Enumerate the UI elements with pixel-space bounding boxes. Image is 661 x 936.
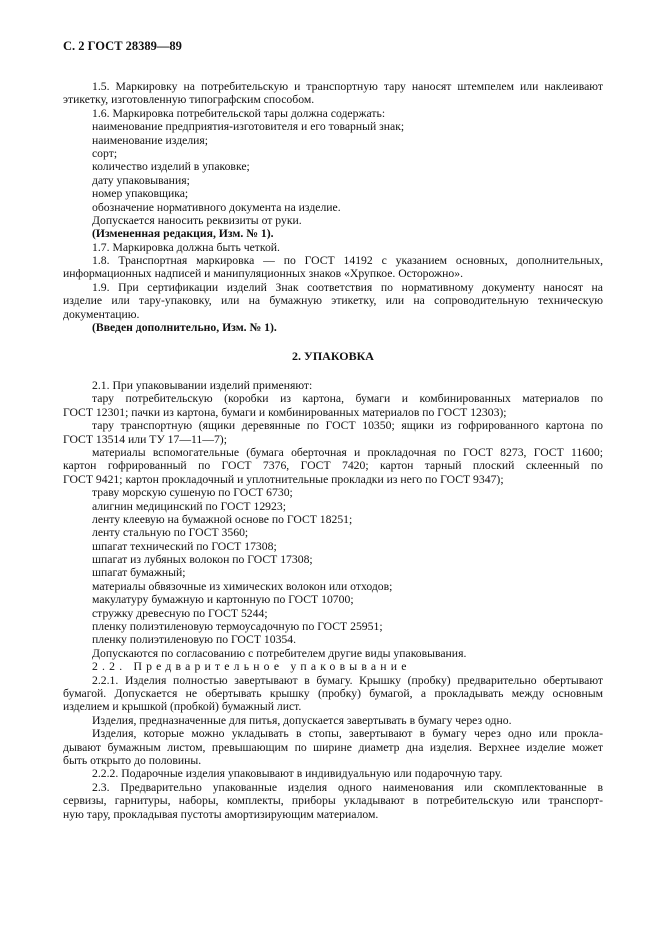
paragraph [63, 633, 603, 646]
paragraph [63, 446, 603, 486]
paragraph [63, 379, 603, 392]
paragraph [63, 187, 603, 200]
text-line: траву морскую сушеную по ГОСТ 6730; [92, 486, 293, 500]
paragraph [63, 781, 603, 821]
text-line: ГОСТ 9421; картон прокладочный и уплотнительные прокладки из него по ГОСТ 9347); [63, 472, 504, 486]
text-line: обозначение нормативного документа на изделие. [92, 200, 341, 214]
text-line: ГОСТ 13514 или ТУ 17—11—7); [63, 432, 227, 446]
paragraph [63, 526, 603, 539]
paragraph [63, 767, 603, 780]
text-line: 1.6. Маркировка потребительской тары должна содержать: [92, 106, 386, 120]
paragraph [63, 134, 603, 147]
text-line: Допускается наносить реквизиты от руки. [92, 213, 302, 227]
paragraph [63, 540, 603, 553]
text-line: ленту клеевую на бумажной основе по ГОСТ 18251; [92, 512, 353, 526]
text-line: этикетку, изготовленную типографским способом. [63, 93, 315, 107]
text-line: Допускаются по согласованию с потребителем другие виды упаковывания. [92, 646, 467, 660]
text-line: шпагат бумажный; [92, 566, 186, 580]
paragraph [63, 160, 603, 173]
paragraph [63, 120, 603, 133]
text-line: изделием и крышкой (пробкой) бумажный лист. [63, 700, 302, 714]
paragraph [63, 281, 603, 321]
paragraph [63, 500, 603, 513]
paragraph [63, 486, 603, 499]
text-line: изделие или тару-упаковку, или на бумажную этикетку, или на сопроводительную техническую [63, 294, 603, 308]
paragraph [63, 174, 603, 187]
page-header: С. 2 ГОСТ 28389—89 [63, 39, 182, 53]
paragraph [63, 593, 603, 606]
section-title-packaging: 2. УПАКОВКА [292, 349, 374, 363]
paragraph [63, 674, 603, 714]
text-line: (Введен дополнительно, Изм. № 1). [92, 321, 277, 335]
text-line: стружку древесную по ГОСТ 5244; [92, 606, 268, 620]
paragraph [63, 513, 603, 526]
text-line: количество изделий в упаковке; [92, 160, 250, 174]
text-line: 1.5. Маркировку на потребительскую и транспортную тару наносят штемпелем или наклеивают [92, 80, 603, 93]
text-line: (Измененная редакция, Изм. № 1). [92, 227, 274, 241]
paragraph [63, 566, 603, 579]
paragraph [63, 80, 603, 107]
paragraph [63, 201, 603, 214]
text-line: 1.7. Маркировка должна быть четкой. [92, 240, 280, 254]
section-marking [63, 80, 603, 334]
text-line: картон гофрированный по ГОСТ 7376, ГОСТ 7420; картон тарный плоский склеенный по [63, 459, 603, 473]
paragraph [63, 727, 603, 767]
text-line: номер упаковщика; [92, 187, 189, 201]
text-line: тару транспортную (ящики деревянные по ГОСТ 10350; ящики из гофрированного картона по [92, 419, 603, 433]
text-line: наименование предприятия-изготовителя и его товарный знак; [92, 120, 405, 134]
text-line: материалы вспомогательные (бумага оберточная и прокладочная по ГОСТ 8273, ГОСТ 11600; [92, 445, 603, 459]
text-line: пленку полиэтиленовую по ГОСТ 10354. [92, 633, 297, 647]
paragraph [63, 321, 603, 334]
text-line: 1.9. При сертификации изделий Знак соответствия по нормативному документу наносят на [92, 280, 603, 294]
text-line: 2.3. Предварительно упакованные изделия одного наименования или скомплектованные в [92, 780, 603, 794]
text-line: 2.2.2. Подарочные изделия упаковывают в индивидуальную или подарочную тару. [92, 767, 503, 781]
paragraph [63, 660, 603, 673]
paragraph [63, 227, 603, 240]
paragraph [63, 214, 603, 227]
text-line: Изделия, которые можно укладывать в стопы, завертывают в бумагу через одно или прокла- [92, 727, 603, 741]
text-line: наименование изделия; [92, 133, 209, 147]
text-line: Изделия, предназначенные для питья, допускается завертывать в бумагу через одно. [92, 713, 512, 727]
paragraph [63, 553, 603, 566]
paragraph [63, 392, 603, 419]
text-line: информационных надписей и манипуляционных знаков «Хрупкое. Осторожно». [63, 267, 463, 281]
paragraph [63, 580, 603, 593]
text-line: шпагат технический по ГОСТ 17308; [92, 539, 277, 553]
paragraph [63, 647, 603, 660]
text-line: материалы обвязочные из химических волокон или отходов; [92, 579, 393, 593]
text-line: сервизы, гарнитуры, наборы, комплекты, приборы укладывают в потребительскую или транспорт- [63, 794, 603, 808]
text-line: 2.1. При упаковывании изделий применяют: [92, 379, 313, 392]
text-line: 2.2.1. Изделия полностью завертывают в бумагу. Крышку (пробку) предварительно обертывают [92, 673, 603, 687]
paragraph [63, 107, 603, 120]
text-line: алигнин медицинский по ГОСТ 12923; [92, 499, 286, 513]
paragraph [63, 147, 603, 160]
text-line: шпагат из лубяных волокон по ГОСТ 17308; [92, 553, 313, 567]
text-line: сорт; [92, 146, 118, 160]
paragraph [63, 620, 603, 633]
text-line: дывают бумажным листом, превышающим по ширине диаметр дна изделия. Верхнее изделие может [63, 740, 603, 754]
text-line: ленту стальную по ГОСТ 3560; [92, 526, 249, 540]
text-line: макулатуру бумажную и картонную по ГОСТ 10700; [92, 593, 354, 607]
text-line: ную тару, прокладывая пустоты амортизирующим материалом. [63, 807, 379, 821]
text-line: тару потребительскую (коробки из картона, бумаги и комбинированных материалов по [92, 392, 603, 406]
paragraph [63, 714, 603, 727]
text-line: 2.2. Предварительное упаковывание [92, 660, 411, 674]
text-line: дату упаковывания; [92, 173, 190, 187]
text-line: быть открыто до половины. [63, 753, 202, 767]
text-line: документацию. [63, 307, 140, 321]
section-packaging [63, 379, 603, 821]
paragraph [63, 419, 603, 446]
paragraph [63, 241, 603, 254]
paragraph [63, 607, 603, 620]
text-line: пленку полиэтиленовую термоусадочную по ГОСТ 25951; [92, 620, 383, 634]
text-line: бумагой. Допускается не обертывать крышку (пробку) бумагой, а прокладывать между основным [63, 686, 603, 700]
text-line: ГОСТ 12301; пачки из картона, бумаги и комбинированных материалов по ГОСТ 12303); [63, 405, 507, 419]
paragraph [63, 254, 603, 281]
text-line: 1.8. Транспортная маркировка — по ГОСТ 14192 с указанием основных, дополнительных, [92, 254, 603, 268]
